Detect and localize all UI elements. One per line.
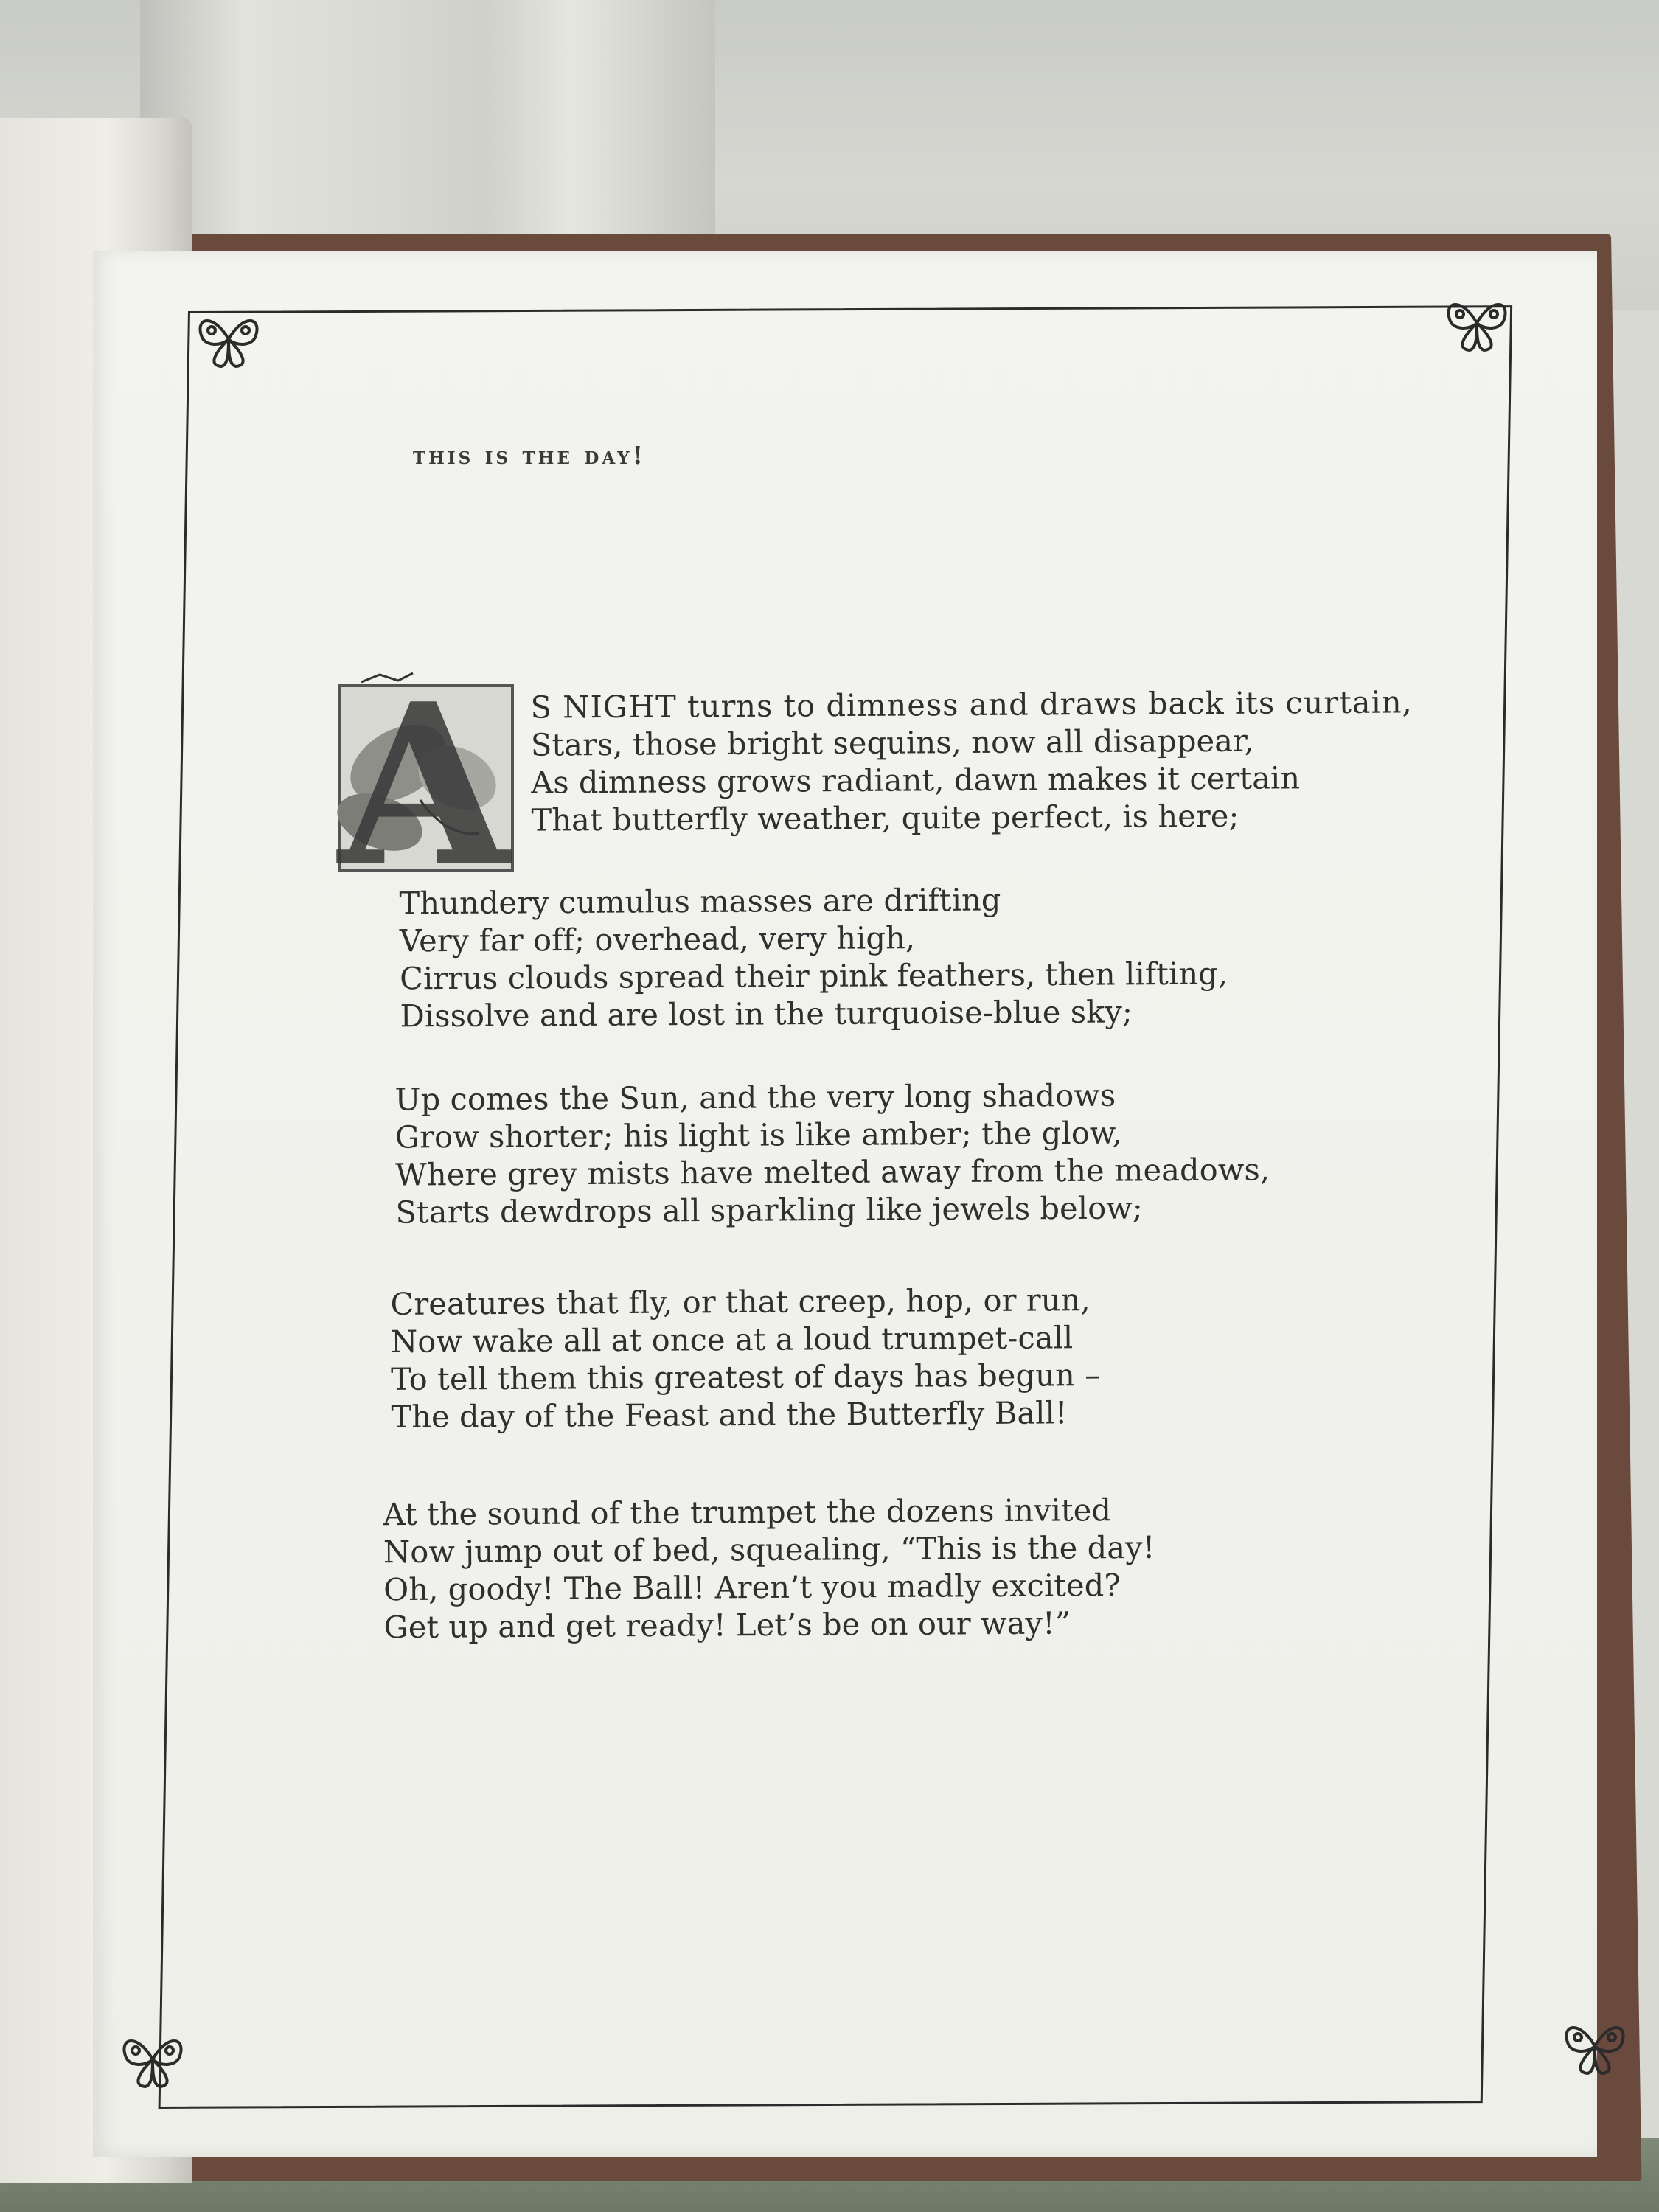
poem-line: Get up and get ready! Let’s be on our way!” xyxy=(383,1604,1071,1646)
poem-line: Stars, those bright sequins, now all disappear, xyxy=(530,722,1254,763)
stanza-2 xyxy=(399,880,1228,1035)
poem-line: Thundery cumulus masses are drifting xyxy=(399,881,1001,922)
stanza-4 xyxy=(390,1281,1100,1436)
butterfly-ornament-icon xyxy=(188,306,269,372)
butterfly-ornament-icon xyxy=(1436,290,1517,356)
poem-line: S NIGHT turns to dimness and draws back its curtain, xyxy=(530,684,1413,726)
poem-line: Up comes the Sun, and the very long shadows xyxy=(394,1077,1116,1118)
poem-line: Where grey mists have melted away from the meadows, xyxy=(395,1151,1270,1193)
butterfly-ornament-icon xyxy=(1554,2013,1635,2079)
drop-cap-illustration xyxy=(310,653,524,877)
butterfly-ornament-icon xyxy=(112,2026,193,2093)
poem-line: That butterfly weather, quite perfect, is here; xyxy=(531,797,1239,838)
stanza-5 xyxy=(383,1491,1155,1646)
poem-line: The day of the Feast and the Butterfly Ball! xyxy=(391,1394,1068,1435)
poem-line: To tell them this greatest of days has begun – xyxy=(391,1357,1101,1397)
poem-line: Oh, goody! The Ball! Aren’t you madly excited? xyxy=(383,1567,1121,1608)
poem-line: Dissolve and are lost in the turquoise-blue sky; xyxy=(400,993,1133,1034)
drop-cap-letter: A xyxy=(338,655,510,877)
poem-line: Now jump out of bed, squealing, “This is the day! xyxy=(383,1528,1155,1571)
poem-line: Very far off; overhead, very high, xyxy=(399,919,916,959)
stanza-1 xyxy=(530,683,1413,838)
stanza-3 xyxy=(394,1075,1270,1231)
poem-line: As dimness grows radiant, dawn makes it certain xyxy=(531,759,1301,801)
poem-line: Cirrus clouds spread their pink feathers, then lifting, xyxy=(400,955,1228,997)
running-head: this is the day! xyxy=(413,441,646,470)
poem-line: Grow shorter; his light is like amber; the glow, xyxy=(394,1114,1122,1155)
poem-line: Creatures that fly, or that creep, hop, or run, xyxy=(390,1281,1091,1322)
poem-line: At the sound of the trumpet the dozens invited xyxy=(383,1492,1112,1533)
poem-line: Now wake all at once at a loud trumpet-call xyxy=(390,1319,1074,1360)
poem-line: Starts dewdrops all sparkling like jewels below; xyxy=(395,1189,1144,1231)
